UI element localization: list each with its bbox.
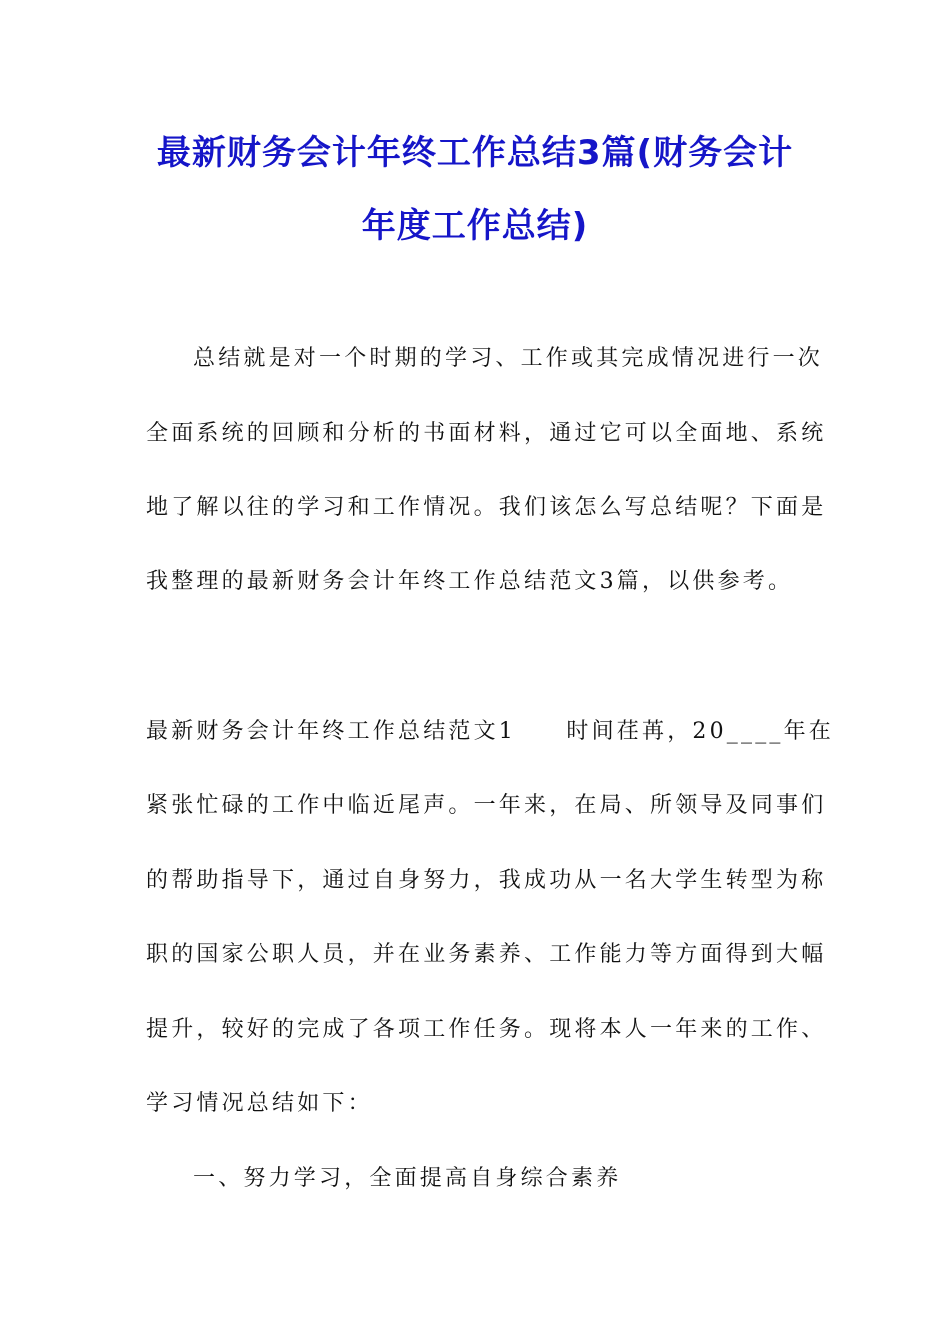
- body-line-3: 的帮助指导下，通过自身努力，我成功从一名大学生转型为称: [146, 868, 827, 893]
- body-line-1: 最新财务会计年终工作总结范文1 时间荏苒，20____年在: [146, 719, 834, 744]
- body-line-4: 职的国家公职人员，并在业务素养、工作能力等方面得到大幅: [146, 942, 827, 967]
- intro-line-1: 总结就是对一个时期的学习、工作或其完成情况进行一次: [193, 346, 824, 371]
- document-title-line-1: 最新财务会计年终工作总结3篇(财务会计: [156, 133, 794, 173]
- body-line-5: 提升，较好的完成了各项工作任务。现将本人一年来的工作、: [146, 1017, 827, 1042]
- body-line-2: 紧张忙碌的工作中临近尾声。一年来，在局、所领导及同事们: [146, 793, 827, 818]
- intro-line-4: 我整理的最新财务会计年终工作总结范文3篇，以供参考。: [146, 569, 794, 594]
- intro-line-3: 地了解以往的学习和工作情况。我们该怎么写总结呢？下面是: [146, 495, 827, 520]
- intro-line-2: 全面系统的回顾和分析的书面材料，通过它可以全面地、系统: [146, 421, 827, 446]
- section-heading: 一、努力学习，全面提高自身综合素养: [193, 1166, 622, 1191]
- body-line-6: 学习情况总结如下：: [146, 1091, 373, 1116]
- document-title-line-2: 年度工作总结): [361, 206, 589, 246]
